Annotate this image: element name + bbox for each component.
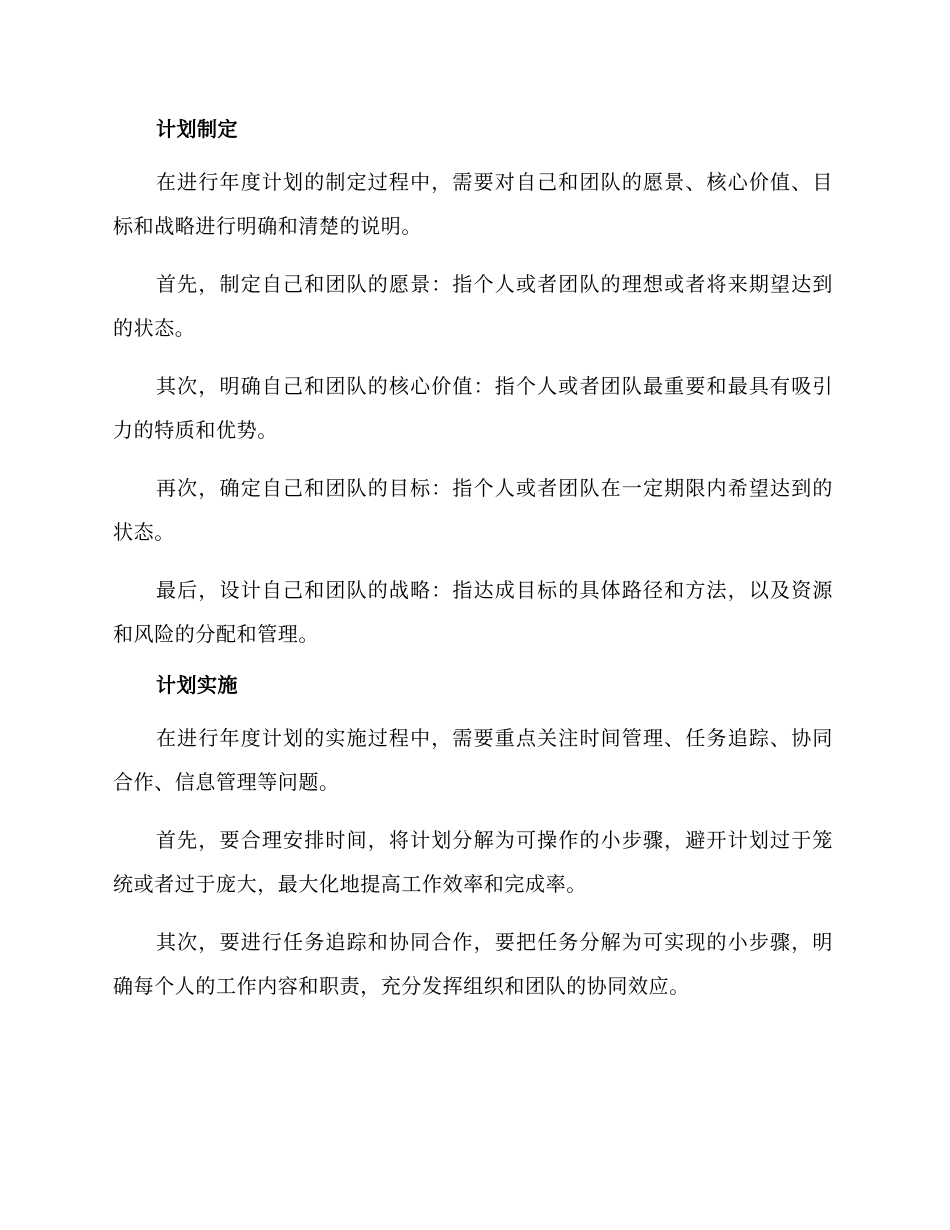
paragraph: 首先，制定自己和团队的愿景：指个人或者团队的理想或者将来期望达到的状态。 [113, 272, 833, 340]
paragraph: 再次，确定自己和团队的目标：指个人或者团队在一定期限内希望达到的状态。 [113, 476, 833, 544]
document-page [113, 114, 833, 1022]
paragraph: 在进行年度计划的实施过程中，需要重点关注时间管理、任务追踪、协同合作、信息管理等问题。 [113, 726, 833, 794]
paragraph: 其次，明确自己和团队的核心价值：指个人或者团队最重要和最具有吸引力的特质和优势。 [113, 374, 833, 442]
section-heading: 计划实施 [156, 673, 238, 697]
section-heading: 计划制定 [156, 117, 238, 141]
paragraph: 最后，设计自己和团队的战略：指达成目标的具体路径和方法，以及资源和风险的分配和管理。 [113, 578, 833, 646]
section-plan-formulation [113, 114, 833, 656]
paragraph: 在进行年度计划的制定过程中，需要对自己和团队的愿景、核心价值、目标和战略进行明确和清楚的说明。 [113, 170, 833, 238]
section-plan-implementation [113, 670, 833, 1008]
paragraph: 首先，要合理安排时间，将计划分解为可操作的小步骤，避开计划过于笼统或者过于庞大，最大化地提高工作效率和完成率。 [113, 828, 833, 896]
paragraph: 其次，要进行任务追踪和协同合作，要把任务分解为可实现的小步骤，明确每个人的工作内容和职责，充分发挥组织和团队的协同效应。 [113, 930, 833, 998]
